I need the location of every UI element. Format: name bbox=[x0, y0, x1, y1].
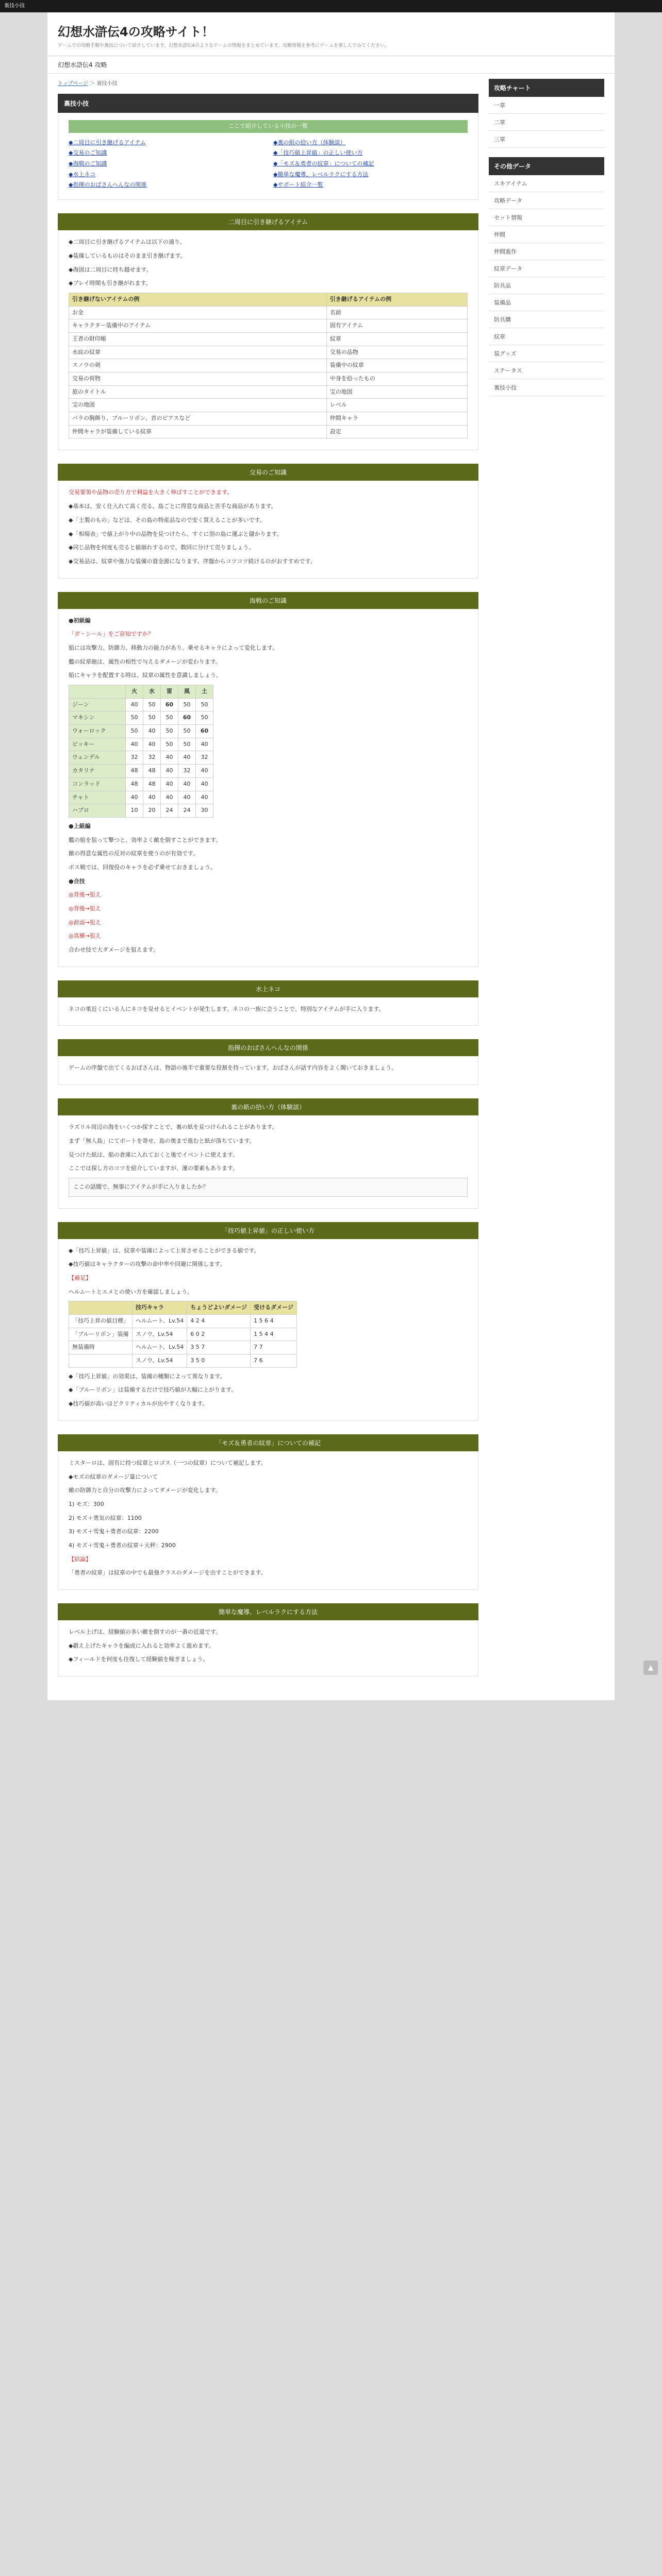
subheading: ●初級編 bbox=[69, 617, 91, 624]
note-heading: 【補足】 bbox=[69, 1274, 91, 1281]
table-cell: ウェンデル bbox=[69, 751, 126, 765]
table-cell: 「技巧上昇の値目標」 bbox=[69, 1315, 133, 1328]
paragraph: ミスターロは、固有に持つ紋章とロゴス（一つの紋章）について補記します。 bbox=[69, 1459, 267, 1466]
section-body bbox=[58, 1451, 478, 1590]
main-column bbox=[58, 79, 478, 1690]
section-heading: 簡単な魔導、レベルラクにする方法 bbox=[58, 1603, 478, 1620]
table-header: ちょうどよいダメージ bbox=[187, 1301, 251, 1315]
table-cell: 7 6 bbox=[251, 1354, 297, 1368]
paragraph: 艦の紋章砲は、属性の相性で与えるダメージが変わります。 bbox=[69, 658, 221, 665]
table-cell: 40 bbox=[161, 765, 178, 778]
paragraph: ◆同じ品物を何度も売ると値崩れするので、数回に分けて売りましょう。 bbox=[69, 544, 255, 551]
table-cell: 40 bbox=[161, 777, 178, 791]
toc-link[interactable]: ◆交易のご知識 bbox=[69, 149, 107, 157]
table-cell: 中身を拾ったもの bbox=[326, 372, 467, 386]
paragraph: ◆基本は、安く仕入れて高く売る。島ごとに得意な商品と苦手な商品があります。 bbox=[69, 503, 277, 510]
toc-link[interactable]: ◆指揮のおばさんへんなの関係 bbox=[69, 181, 147, 189]
list-item: ◎真横→狙え bbox=[69, 933, 101, 940]
table-cell: カタリナ bbox=[69, 765, 126, 778]
sidebar-item[interactable]: セット情報 bbox=[489, 209, 604, 226]
table-header: 技巧キャラ bbox=[133, 1301, 187, 1315]
table-cell: 48 bbox=[143, 777, 161, 791]
table-cell: 32 bbox=[143, 751, 161, 765]
paragraph: ◆「技巧上昇値」の効果は、装備の種類によって異なります。 bbox=[69, 1372, 226, 1380]
sidebar-item[interactable]: 紋章 bbox=[489, 328, 604, 345]
list-item: 4) モズ＋雪鬼＋勇者の紋章＋天秤：2900 bbox=[69, 1541, 176, 1549]
toc-box bbox=[58, 113, 478, 200]
paragraph: ◆「技巧上昇値」は、紋章や装備によって上昇させることができる値です。 bbox=[69, 1247, 260, 1254]
table-cell: 48 bbox=[126, 777, 143, 791]
list-item: ◎背後→狙え bbox=[69, 891, 101, 899]
paragraph: ◆交易品は、紋章や強力な装備の資金源になります。序盤からコツコツ続けるのがおすすめです。 bbox=[69, 557, 316, 565]
table-cell: 40 bbox=[143, 738, 161, 751]
toc-link[interactable]: ◆裏の紙の拾い方（体験談） bbox=[273, 139, 346, 146]
paragraph: 合わせ技で大ダメージを狙えます。 bbox=[69, 946, 159, 954]
toc-link[interactable]: ◆サポート紹介一覧 bbox=[273, 181, 323, 189]
table-header: 風 bbox=[178, 685, 196, 699]
table-cell: 40 bbox=[143, 791, 161, 804]
sidebar-item[interactable]: 一章 bbox=[489, 97, 604, 114]
table-cell: コンラッド bbox=[69, 777, 126, 791]
note-box: ここの話題で、無事にアイテムが手に入りましたか？ bbox=[69, 1178, 468, 1197]
section-heading: 指揮のおばさんへんなの関係 bbox=[58, 1039, 478, 1056]
topbar-text: 裏技小技 bbox=[4, 3, 25, 9]
paragraph: ◆鍛え上げたキャラを編成に入れると効率よく進めます。 bbox=[69, 1642, 214, 1649]
breadcrumb-home[interactable]: トップページ bbox=[58, 81, 89, 87]
table-cell: 交易の品物 bbox=[326, 346, 467, 359]
toc-heading: ここで紹介している小技の一覧 bbox=[69, 120, 468, 133]
paragraph: ここでは探し方のコツを紹介していますが、運の要素もあります。 bbox=[69, 1165, 239, 1172]
table-cell: お金 bbox=[69, 306, 327, 319]
table-cell: 40 bbox=[196, 777, 213, 791]
table-cell: 10 bbox=[126, 804, 143, 818]
table-cell: 40 bbox=[196, 765, 213, 778]
sidebar-item[interactable]: 仲間 bbox=[489, 226, 604, 243]
section-carryover bbox=[58, 213, 478, 450]
paragraph: ◆モズの紋章のダメージ量について bbox=[69, 1473, 158, 1480]
table-cell: 名前 bbox=[326, 306, 467, 319]
sidebar-item[interactable]: 攻略データ bbox=[489, 192, 604, 209]
table-cell: 50 bbox=[196, 711, 213, 725]
table-cell: 20 bbox=[143, 804, 161, 818]
table-cell: 50 bbox=[196, 698, 213, 711]
section-body bbox=[58, 609, 478, 967]
section-paper bbox=[58, 1098, 478, 1208]
sidebar-item[interactable]: 装グッズ bbox=[489, 345, 604, 362]
table-cell: 4 2 4 bbox=[187, 1315, 251, 1328]
global-nav bbox=[47, 56, 615, 74]
section-body bbox=[58, 1239, 478, 1421]
section-body bbox=[58, 1620, 478, 1676]
table-cell: 40 bbox=[196, 791, 213, 804]
paragraph: レベル上げは、経験値の多い敵を倒すのが一番の近道です。 bbox=[69, 1629, 222, 1635]
section-body bbox=[58, 230, 478, 450]
table-cell: 50 bbox=[143, 698, 161, 711]
table-cell: 水底の紋章 bbox=[69, 346, 327, 359]
table-cell: 50 bbox=[178, 698, 196, 711]
table-cell: 宝の地図 bbox=[326, 385, 467, 399]
table-cell: 50 bbox=[126, 711, 143, 725]
subheading: ●合技 bbox=[69, 877, 85, 885]
page-wrapper bbox=[47, 12, 615, 1700]
element-table bbox=[69, 685, 213, 818]
table-cell: 48 bbox=[143, 765, 161, 778]
toc-list bbox=[69, 133, 468, 192]
paragraph: ヘルムートとエメとの使い方を確認しましょう。 bbox=[69, 1288, 193, 1295]
section-skill bbox=[58, 1222, 478, 1421]
table-cell: 固有アイテム bbox=[326, 319, 467, 333]
sidebar-heading: その他データ bbox=[489, 157, 604, 175]
table-header: 土 bbox=[196, 685, 213, 699]
scroll-to-top-button[interactable] bbox=[643, 1660, 658, 1675]
nav-link-home[interactable]: 幻想水滸伝4 攻略 bbox=[58, 61, 107, 69]
lead-text: 交易要領や品物の売り方で利益を大きく伸ばすことができます。 bbox=[69, 489, 233, 496]
table-cell: ヘルムート、Lv.54 bbox=[133, 1341, 187, 1354]
site-header bbox=[47, 12, 615, 56]
section-heading: 水上ネコ bbox=[58, 980, 478, 997]
table-header: 火 bbox=[126, 685, 143, 699]
table-cell: チャト bbox=[69, 791, 126, 804]
paragraph: 「ガ・シール」をご存知ですか？ bbox=[69, 631, 154, 638]
section-trade bbox=[58, 464, 478, 578]
table-cell: ウォーロック bbox=[69, 725, 126, 738]
section-naval bbox=[58, 592, 478, 967]
table-cell: レベル bbox=[326, 399, 467, 412]
table-cell bbox=[69, 1354, 133, 1368]
table-cell: 紋章 bbox=[326, 332, 467, 346]
table-cell: 設定 bbox=[326, 425, 467, 438]
table-cell: 王者の財印帳 bbox=[69, 332, 327, 346]
top-bar bbox=[0, 0, 662, 12]
table-cell: 1 5 6 4 bbox=[251, 1315, 297, 1328]
table-cell: 装備中の紋章 bbox=[326, 359, 467, 372]
table-cell: 40 bbox=[161, 751, 178, 765]
sidebar bbox=[489, 79, 604, 1690]
table-cell: スノウ、Lv.54 bbox=[133, 1354, 187, 1368]
table-cell: 50 bbox=[178, 725, 196, 738]
paragraph: 船には攻撃力、防御力、移動力の能力があり、乗せるキャラによって変化します。 bbox=[69, 644, 278, 651]
section-level bbox=[58, 1603, 478, 1676]
site-description: ゲームでの攻略手順や裏技について紹介しています。幻想水滸伝4のようなゲームの情報をまとめています。攻略情報を参考にゲームを楽しんでみてください。 bbox=[58, 43, 390, 48]
table-cell: 40 bbox=[178, 791, 196, 804]
table-cell: 7 7 bbox=[251, 1341, 297, 1354]
table-cell: 30 bbox=[196, 804, 213, 818]
paragraph: 敵の得意な属性の反対の紋章を使うのが有効です。 bbox=[69, 850, 199, 857]
toc-link[interactable]: ◆海戦のご知識 bbox=[69, 160, 107, 167]
section-cat bbox=[58, 980, 478, 1026]
paragraph: ◆装備しているものはそのまま引き継げます。 bbox=[69, 252, 186, 259]
table-cell: 60 bbox=[178, 711, 196, 725]
section-heading: 「技巧値上昇値」の正しい使い方 bbox=[58, 1222, 478, 1239]
section-intro bbox=[58, 94, 478, 200]
table-header: 引き継げるアイテムの例 bbox=[326, 293, 467, 306]
table-cell: 3 5 0 bbox=[187, 1354, 251, 1368]
paragraph: 艦の船を狙って撃つと、効率よく敵を倒すことができます。 bbox=[69, 836, 222, 843]
section-heading: 「モズ＆勇者の紋章」についての補記 bbox=[58, 1434, 478, 1451]
table-cell: 40 bbox=[126, 738, 143, 751]
section-body bbox=[58, 481, 478, 578]
table-cell: 24 bbox=[178, 804, 196, 818]
list-item: 3) モズ＋雪鬼＋勇者の紋章：2200 bbox=[69, 1528, 159, 1535]
skill-table bbox=[69, 1301, 297, 1367]
breadcrumb-separator: ＞ bbox=[90, 81, 95, 87]
table-cell: スノウ、Lv.54 bbox=[133, 1328, 187, 1341]
page-title: 裏技小技 bbox=[58, 94, 478, 113]
sidebar-item[interactable]: ステータス bbox=[489, 362, 604, 379]
table-cell: 32 bbox=[126, 751, 143, 765]
table-header bbox=[69, 1301, 133, 1315]
table-header: 引き継げないアイテムの例 bbox=[69, 293, 327, 306]
paragraph: 見つけた紙は、船の倉庫に入れておくと後でイベントに使えます。 bbox=[69, 1151, 239, 1158]
table-cell: 50 bbox=[161, 725, 178, 738]
paragraph: ネコの巣近くにいる人にネコを見せるとイベントが発生します。ネコの一族に会うことで、特別なアイテムが手に入ります。 bbox=[69, 1005, 385, 1012]
toc-link[interactable]: ◆水上ネコ bbox=[69, 171, 96, 178]
list-item: 1) モズ：300 bbox=[69, 1500, 104, 1507]
paragraph: 船にキャラを配置する時は、紋章の属性を意識しましょう。 bbox=[69, 672, 222, 679]
table-cell: 32 bbox=[196, 751, 213, 765]
table-cell: 48 bbox=[126, 765, 143, 778]
section-body bbox=[58, 1056, 478, 1085]
table-cell: 1 5 4 4 bbox=[251, 1328, 297, 1341]
paragraph: 敵の防御力と自分の攻撃力によってダメージが変化します。 bbox=[69, 1487, 221, 1494]
paragraph: ◆二周目に引き継げるアイテムは以下の通り。 bbox=[69, 239, 186, 246]
table-cell: キャラクター装備中のアイテム bbox=[69, 319, 327, 333]
paragraph: ◆フィールドを何度も往復して経験値を稼ぎましょう。 bbox=[69, 1656, 209, 1663]
table-cell: 40 bbox=[126, 698, 143, 711]
table-cell: ハブロ bbox=[69, 804, 126, 818]
section-mozu bbox=[58, 1434, 478, 1590]
table-cell: 無装備時 bbox=[69, 1341, 133, 1354]
table-header: 受けるダメージ bbox=[251, 1301, 297, 1315]
table-cell: 6 0 2 bbox=[187, 1328, 251, 1341]
table-cell: スノウの剣 bbox=[69, 359, 327, 372]
table-cell: 3 5 7 bbox=[187, 1341, 251, 1354]
paragraph: ◆「相場表」で値上がり中の品物を見つけたら、すぐに別の島に運ぶと儲かります。 bbox=[69, 530, 283, 537]
section-heading: 裏の紙の拾い方（体験談） bbox=[58, 1098, 478, 1115]
section-body bbox=[58, 997, 478, 1026]
table-cell: 50 bbox=[161, 738, 178, 751]
sidebar-section-data bbox=[489, 157, 604, 396]
list-item: ◎背後→狙え bbox=[69, 905, 101, 912]
table-cell: ジーン bbox=[69, 698, 126, 711]
table-cell: 40 bbox=[161, 791, 178, 804]
site-title[interactable]: 幻想水滸伝4の攻略サイト！ bbox=[58, 25, 214, 39]
paragraph: ◆「土製のもの」などは、その島の特産品なので安く買えることが多いです。 bbox=[69, 516, 266, 523]
subheading: ●上級編 bbox=[69, 822, 91, 829]
section-auntie bbox=[58, 1039, 478, 1085]
table-cell: 60 bbox=[196, 725, 213, 738]
sidebar-item[interactable]: 紋章データ bbox=[489, 260, 604, 277]
paragraph: ◆海図は二周目に持ち越せます。 bbox=[69, 266, 152, 273]
toc-link[interactable]: ◆「モズ＆勇者の紋章」についての補記 bbox=[273, 160, 374, 167]
table-cell: 40 bbox=[143, 725, 161, 738]
breadcrumb-current: 裏技小技 bbox=[96, 81, 118, 87]
table-cell: 40 bbox=[196, 738, 213, 751]
sidebar-section-chart bbox=[489, 79, 604, 148]
table-cell: 50 bbox=[126, 725, 143, 738]
table-header: 水 bbox=[143, 685, 161, 699]
sidebar-item[interactable]: 仲間進作 bbox=[489, 243, 604, 260]
table-cell: 宝の地図 bbox=[69, 399, 327, 412]
sidebar-item[interactable]: スキアイテム bbox=[489, 175, 604, 192]
toc-link[interactable]: ◆簡単な魔導、レベルラクにする方法 bbox=[273, 171, 369, 178]
paragraph: ◆プレイ時間も引き継がれます。 bbox=[69, 280, 152, 287]
paragraph: ゲームの序盤で出てくるおばさんは、物語の後半で重要な役割を持っています。おばさんが話す内容をよく聞いておきましょう。 bbox=[69, 1064, 398, 1072]
breadcrumb bbox=[58, 79, 478, 87]
table-cell: 40 bbox=[126, 791, 143, 804]
section-body bbox=[58, 1115, 478, 1208]
paragraph: ボス戦では、回復役のキャラを必ず乗せておきましょう。 bbox=[69, 863, 216, 871]
table-cell: 24 bbox=[161, 804, 178, 818]
note-heading: 【結論】 bbox=[69, 1555, 91, 1563]
paragraph: まず「無人島」にてボートを寄せ、島の奥まで進むと紙が落ちています。 bbox=[69, 1137, 255, 1144]
table-cell: 仲間キャラ bbox=[326, 412, 467, 426]
table-cell: 60 bbox=[161, 698, 178, 711]
table-cell: 40 bbox=[178, 751, 196, 765]
section-heading: 交易のご知識 bbox=[58, 464, 478, 481]
table-cell: マキシン bbox=[69, 711, 126, 725]
toc-link[interactable]: ◆「技巧値上昇値」の正しい使い方 bbox=[273, 149, 363, 157]
table-cell: バラの胸飾り、ブルーリボン、首のピアスなど bbox=[69, 412, 327, 426]
table-cell: ヘルムート、Lv.54 bbox=[133, 1315, 187, 1328]
content-area bbox=[47, 74, 615, 1700]
arrow-up-icon: ▲ bbox=[648, 1664, 654, 1672]
section-heading: 二周目に引き継げるアイテム bbox=[58, 213, 478, 230]
section-heading: 海戦のご知識 bbox=[58, 592, 478, 609]
paragraph: ラズリル周辺の海をいくつか探すことで、裏の紙を見つけられることがあります。 bbox=[69, 1124, 278, 1131]
sidebar-item[interactable]: 二章 bbox=[489, 114, 604, 131]
table-cell: 50 bbox=[161, 711, 178, 725]
paragraph: ◆「ブルーリボン」は装備するだけで技巧値が大幅に上がります。 bbox=[69, 1386, 237, 1394]
table-cell: 32 bbox=[178, 765, 196, 778]
sidebar-item[interactable]: 防具品 bbox=[489, 277, 604, 294]
table-header bbox=[69, 685, 126, 699]
table-header: 雷 bbox=[161, 685, 178, 699]
sidebar-item[interactable]: 三章 bbox=[489, 131, 604, 148]
table-cell: ビッキー bbox=[69, 738, 126, 751]
table-cell: 「ブルーリボン」装備 bbox=[69, 1328, 133, 1341]
table-cell: 50 bbox=[143, 711, 161, 725]
sidebar-item[interactable]: 裏技小技 bbox=[489, 379, 604, 396]
paragraph: 「勇者の紋章」は紋章の中でも最強クラスのダメージを出すことができます。 bbox=[69, 1569, 267, 1577]
sidebar-item[interactable]: 防具購 bbox=[489, 311, 604, 328]
sidebar-item[interactable]: 装備品 bbox=[489, 294, 604, 311]
table-cell: 交易の荷物 bbox=[69, 372, 327, 386]
table-cell: 仲間キャラが装備している紋章 bbox=[69, 425, 327, 438]
table-cell: 旅のタイトル bbox=[69, 385, 327, 399]
list-item: ◎前面→狙え bbox=[69, 919, 101, 926]
sidebar-heading: 攻略チャート bbox=[489, 79, 604, 97]
paragraph: ◆技巧値が高いほどクリティカルが出やすくなります。 bbox=[69, 1400, 208, 1408]
list-item: 2) モズ＋勇気の紋章：1100 bbox=[69, 1514, 142, 1521]
table-cell: 50 bbox=[178, 738, 196, 751]
table-cell: 40 bbox=[178, 777, 196, 791]
paragraph: ◆技巧値はキャラクターの攻撃の命中率や回避に関係します。 bbox=[69, 1261, 226, 1268]
toc-link[interactable]: ◆二周目に引き継げるアイテム bbox=[69, 139, 146, 146]
carryover-table bbox=[69, 293, 468, 439]
